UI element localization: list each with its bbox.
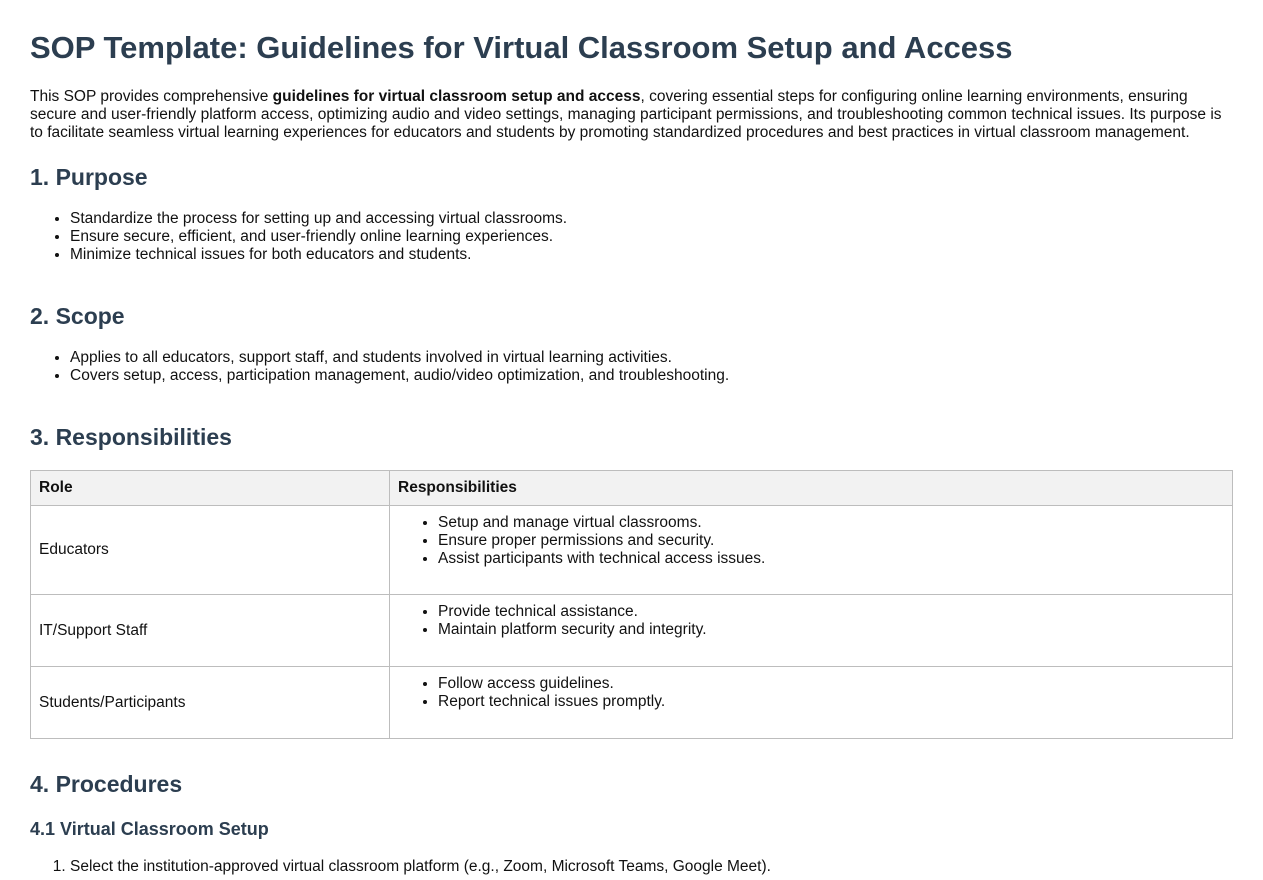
- responsibility-item: • Ensure proper permissions and security.: [438, 532, 1224, 550]
- role-cell: IT/Support Staff: [31, 595, 390, 667]
- table-row: [31, 506, 1233, 595]
- responsibility-item: • Follow access guidelines.: [438, 675, 1224, 693]
- responsibility-item: • Assist participants with technical access issues.: [438, 550, 1224, 568]
- responsibilities-cell: [390, 667, 1233, 739]
- table-row: [31, 595, 1233, 667]
- responsibility-item: • Report technical issues promptly.: [438, 693, 1224, 711]
- responsibilities-list: [398, 514, 1224, 568]
- role-cell: Educators: [31, 506, 390, 595]
- responsibility-item: • Provide technical assistance.: [438, 603, 1224, 621]
- page-title: SOP Template: Guidelines for Virtual Classroom Setup and Access: [30, 30, 1013, 65]
- intro-text-start: This SOP provides comprehensive: [30, 88, 273, 105]
- scope-item: • Applies to all educators, support staff, and students involved in virtual learning activities.: [70, 349, 1233, 367]
- table-header-row: [31, 471, 1233, 506]
- purpose-item: • Minimize technical issues for both educators and students.: [70, 246, 1233, 264]
- responsibilities-cell: [390, 506, 1233, 595]
- purpose-item: • Ensure secure, efficient, and user-friendly online learning experiences.: [70, 228, 1233, 246]
- intro-bold-phrase: guidelines for virtual classroom setup and access: [272, 88, 641, 105]
- purpose-list: [30, 210, 1233, 264]
- responsibilities-list: [398, 603, 1224, 639]
- scope-heading: 2. Scope: [30, 303, 125, 329]
- responsibilities-table: [30, 470, 1233, 739]
- responsibility-item: • Maintain platform security and integrity.: [438, 621, 1224, 639]
- intro-paragraph: [30, 88, 1233, 142]
- role-cell: Students/Participants: [31, 667, 390, 739]
- responsibilities-cell: [390, 595, 1233, 667]
- column-header-responsibilities: Responsibilities: [390, 471, 1233, 506]
- column-header-role: Role: [31, 471, 390, 506]
- responsibilities-heading: 3. Responsibilities: [30, 424, 232, 450]
- setup-subheading: 4.1 Virtual Classroom Setup: [30, 819, 269, 839]
- table-row: [31, 667, 1233, 739]
- responsibility-item: • Setup and manage virtual classrooms.: [438, 514, 1224, 532]
- scope-list: [30, 349, 1233, 385]
- scope-item: • Covers setup, access, participation management, audio/video optimization, and troubleshooting.: [70, 367, 1233, 385]
- procedures-heading: 4. Procedures: [30, 771, 183, 797]
- responsibilities-list: [398, 675, 1224, 711]
- intro-text-end: , covering essential steps for configuring online learning environments, ensuring secure and user-friendly platform access, optimizing audio and video settings, managing participant permissions, and troubleshooting common technical issues. Its purpose is to facilitate seamless virtual learning experiences for educators and students by promoting standardized procedures and best practices in virtual classroom management.: [30, 88, 1222, 141]
- setup-step: 1. Select the institution-approved virtual classroom platform (e.g., Zoom, Microsoft Teams, Google Meet).: [70, 858, 1233, 876]
- purpose-heading: 1. Purpose: [30, 164, 148, 190]
- purpose-item: • Standardize the process for setting up and accessing virtual classrooms.: [70, 210, 1233, 228]
- setup-steps-list: [30, 858, 1233, 876]
